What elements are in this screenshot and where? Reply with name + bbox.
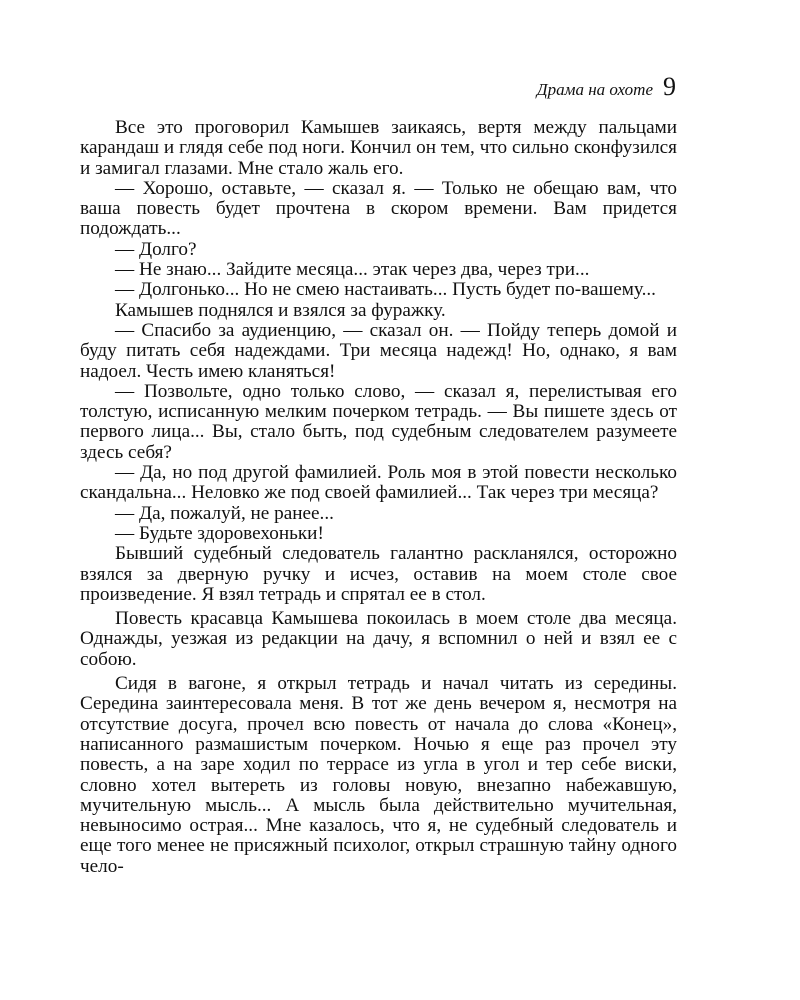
paragraph: — Хорошо, оставьте, — сказал я. — Только не обещаю вам, что ваша повесть будет прочтена в скором времени. Вам придется подождать... xyxy=(80,177,677,240)
paragraph: Повесть красавца Камышева покоилась в моем столе два месяца. Однажды, уезжая из редакции на дачу, я вспомнил о ней и взял ее с собою. xyxy=(80,608,677,670)
running-title: Драма на охоте xyxy=(536,80,653,99)
paragraph: — Долго? xyxy=(115,238,197,260)
paragraph: Бывший судебный следователь галантно раскланялся, осторожно взялся за дверную ручку и исчез, оставив на моем столе свое произведение. Я взял тетрадь и спрятал ее в стол. xyxy=(80,543,677,605)
paragraph: — Не знаю... Зайдите месяца... этак через два, через три... xyxy=(115,259,590,281)
running-head xyxy=(537,72,676,102)
paragraph: Камышев поднялся и взялся за фуражку. xyxy=(115,299,446,321)
paragraph: Сидя в вагоне, я открыл тетрадь и начал читать из середины. Середина заинтересовала меня. В тот же день вечером я, несмотря на отсутствие досуга, прочел всю повесть от начала до слова «Конец», написанного размашистым почерком. Ночью я еще раз прочел эту повесть, а на заре ходил по террасе из угла в угол и тер себе виски, словно хотел вытереть из головы новую, внезапно набежавшую, мучительную мысль... А мысль была действительно мучительная, невыносимо острая... Мне казалось, что я, не судебный следователь и еще того менее не присяжный психолог, открыл страшную тайну одного чело- xyxy=(80,673,677,877)
paragraph: — Долгонько... Но не смею настаивать... Пусть будет по-вашему... xyxy=(115,279,656,301)
body-text xyxy=(80,118,677,877)
paragraph: — Да, но под другой фамилией. Роль моя в этой повести несколько скандальна... Неловко же под своей фамилией... Так через три месяца? xyxy=(80,462,677,504)
paragraph: — Позвольте, одно только слово, — сказал я, перелистывая его толстую, исписанную мелким почерком тетрадь. — Вы пишете здесь от первого лица... Вы, стало быть, под судебным следователем разумеете здесь себя? xyxy=(80,380,677,463)
paragraph: Все это проговорил Камышев заикаясь, вертя между пальцами карандаш и глядя себе под ноги. Кончил он тем, что сильно сконфузился и замигал глазами. Мне стало жаль его. xyxy=(80,117,677,179)
paragraph: — Будьте здоровехоньки! xyxy=(115,522,324,544)
paragraph: — Спасибо за аудиенцию, — сказал он. — Пойду теперь домой и буду питать себя надеждами. Три месяца надежд! Но, однако, я вам надоел. Честь имею кланяться! xyxy=(80,319,677,382)
page-number: 9 xyxy=(663,72,676,101)
paragraph: — Да, пожалуй, не ранее... xyxy=(115,502,334,524)
